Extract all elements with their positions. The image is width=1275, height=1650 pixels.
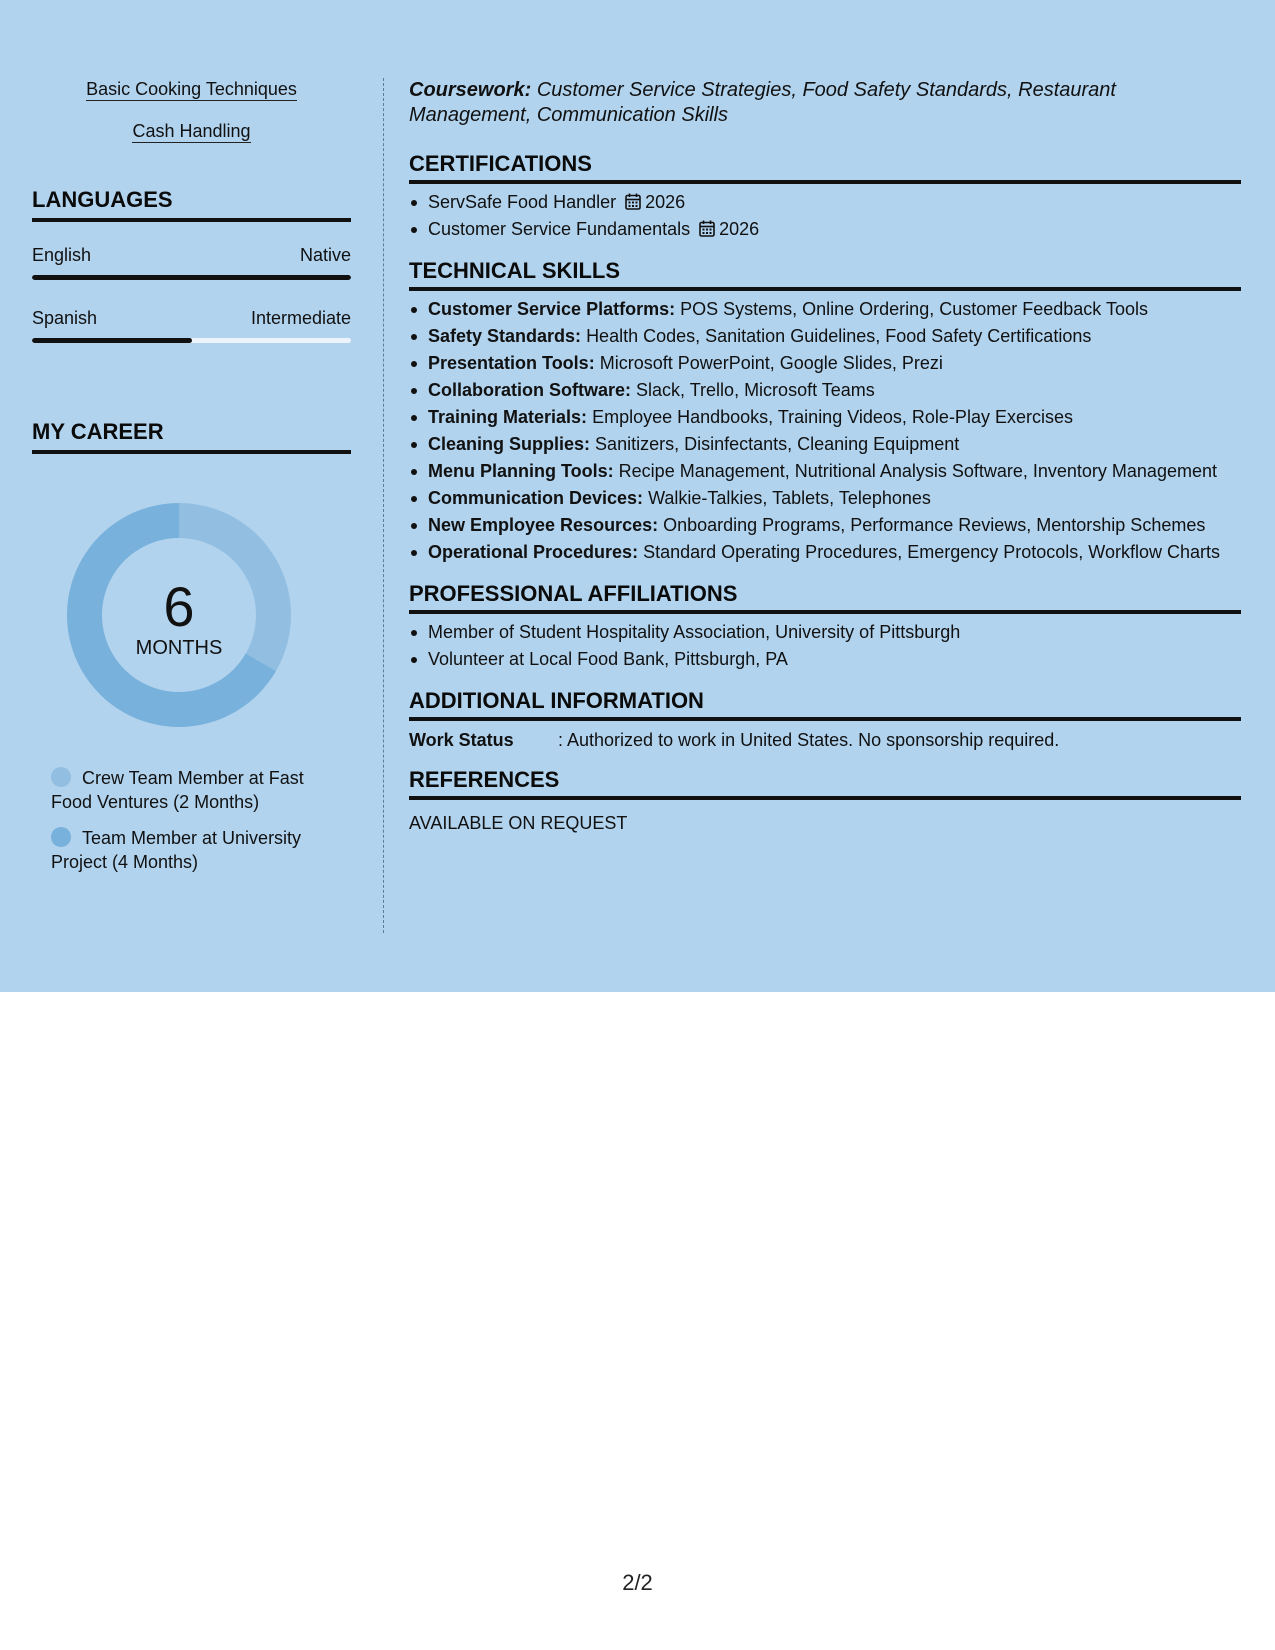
language-proficiency-fill — [32, 338, 192, 343]
main-column — [409, 78, 1241, 834]
certifications-heading: CERTIFICATIONS — [409, 151, 1241, 184]
career-legend-label: Team Member at University Project (4 Months) — [51, 828, 302, 872]
certification-name: ServSafe Food Handler — [428, 192, 617, 212]
coursework-text: Customer Service Strategies, Food Safety Standards, Restaurant Management, Communication Skills — [409, 79, 1116, 126]
references-section — [409, 767, 1241, 834]
technical-skill-item — [409, 485, 1241, 512]
technical-skill-label: Training Materials: — [428, 407, 588, 427]
technical-skill-label: Communication Devices: — [428, 488, 644, 508]
technical-skill-label: Customer Service Platforms: — [428, 299, 676, 319]
technical-skill-item — [409, 431, 1241, 458]
career-heading: MY CAREER — [32, 419, 351, 454]
language-item — [32, 244, 351, 280]
career-total-unit: MONTHS — [135, 637, 223, 659]
legend-dot-icon — [51, 767, 71, 787]
languages-heading: LANGUAGES — [32, 187, 351, 222]
language-row — [32, 244, 351, 266]
technical-skill-text: Walkie-Talkies, Tablets, Telephones — [648, 488, 931, 508]
technical-skill-item — [409, 539, 1241, 566]
work-status-row — [409, 728, 1241, 752]
language-proficiency-fill — [32, 275, 351, 280]
legend-dot-icon — [51, 827, 71, 847]
language-row — [32, 307, 351, 329]
technical-skills-heading: TECHNICAL SKILLS — [409, 258, 1241, 291]
technical-skill-label: Collaboration Software: — [428, 380, 632, 400]
references-text: AVAILABLE ON REQUEST — [409, 813, 628, 833]
technical-skill-text: Employee Handbooks, Training Videos, Role-Play Exercises — [592, 407, 1073, 427]
affiliations-section — [409, 581, 1241, 673]
technical-skill-item — [409, 458, 1241, 485]
coursework-label: Coursework: — [409, 79, 532, 101]
technical-skill-item — [409, 323, 1241, 350]
affiliations-heading: PROFESSIONAL AFFILIATIONS — [409, 581, 1241, 614]
technical-skills-list — [409, 296, 1241, 566]
language-name: English — [32, 245, 92, 265]
language-proficiency-bar — [32, 338, 351, 343]
language-item — [32, 307, 351, 343]
certifications-list — [409, 189, 1241, 243]
career-legend — [51, 766, 341, 874]
affiliations-list — [409, 619, 1241, 673]
affiliation-item: Member of Student Hospitality Association, University of Pittsburgh — [409, 619, 1241, 646]
language-level: Native — [299, 245, 351, 265]
technical-skill-label: New Employee Resources: — [428, 515, 659, 535]
technical-skill-text: Standard Operating Procedures, Emergency Protocols, Workflow Charts — [643, 542, 1221, 562]
coursework — [409, 78, 1241, 128]
donut-center — [64, 500, 294, 730]
language-level: Intermediate — [250, 308, 351, 328]
career-legend-item — [51, 826, 341, 874]
career-section — [32, 419, 351, 874]
column-divider — [383, 78, 384, 933]
work-status-label: Work Status — [409, 730, 514, 750]
certification-item — [409, 216, 1241, 243]
references-heading: REFERENCES — [409, 767, 1241, 800]
language-name: Spanish — [32, 308, 98, 328]
technical-skill-text: Sanitizers, Disinfectants, Cleaning Equipment — [595, 434, 960, 454]
technical-skill-text: POS Systems, Online Ordering, Customer Feedback Tools — [680, 299, 1148, 319]
career-legend-label: Crew Team Member at Fast Food Ventures (2 Months) — [51, 768, 304, 812]
languages-section — [32, 187, 351, 343]
skill-label: Basic Cooking Techniques — [86, 79, 297, 99]
career-legend-item — [51, 766, 341, 814]
certifications-section — [409, 151, 1241, 243]
sidebar — [32, 78, 351, 886]
calendar-icon — [699, 220, 715, 237]
technical-skills-section — [409, 258, 1241, 566]
work-status-text: : Authorized to work in United States. No sponsorship required. — [558, 730, 1060, 750]
language-proficiency-bar — [32, 275, 351, 280]
technical-skill-text: Slack, Trello, Microsoft Teams — [636, 380, 875, 400]
technical-skill-text: Microsoft PowerPoint, Google Slides, Prezi — [599, 353, 943, 373]
technical-skill-label: Cleaning Supplies: — [428, 434, 591, 454]
certification-name: Customer Service Fundamentals — [428, 219, 691, 239]
technical-skill-text: Recipe Management, Nutritional Analysis Software, Inventory Management — [618, 461, 1217, 481]
technical-skill-item — [409, 296, 1241, 323]
page-number: 2/2 — [622, 1570, 653, 1595]
calendar-icon — [625, 193, 641, 210]
certification-item — [409, 189, 1241, 216]
technical-skill-label: Operational Procedures: — [428, 542, 639, 562]
technical-skill-text: Health Codes, Sanitation Guidelines, Food Safety Certifications — [586, 326, 1092, 346]
technical-skill-item — [409, 512, 1241, 539]
certification-year: 2026 — [645, 192, 686, 212]
skill-item — [32, 78, 351, 100]
additional-information-heading: ADDITIONAL INFORMATION — [409, 688, 1241, 721]
skill-label: Cash Handling — [132, 121, 251, 141]
career-donut-chart — [64, 500, 294, 730]
technical-skill-text: Onboarding Programs, Performance Reviews, Mentorship Schemes — [663, 515, 1206, 535]
technical-skill-item — [409, 377, 1241, 404]
career-total-number: 6 — [163, 575, 195, 638]
affiliation-item: Volunteer at Local Food Bank, Pittsburgh, PA — [409, 646, 1241, 673]
skill-item — [32, 120, 351, 142]
technical-skill-item — [409, 404, 1241, 431]
additional-information-section — [409, 688, 1241, 752]
technical-skill-label: Safety Standards: — [428, 326, 582, 346]
certification-year: 2026 — [719, 219, 760, 239]
technical-skill-item — [409, 350, 1241, 377]
technical-skill-label: Menu Planning Tools: — [428, 461, 614, 481]
technical-skill-label: Presentation Tools: — [428, 353, 595, 373]
skills-list — [32, 78, 351, 142]
